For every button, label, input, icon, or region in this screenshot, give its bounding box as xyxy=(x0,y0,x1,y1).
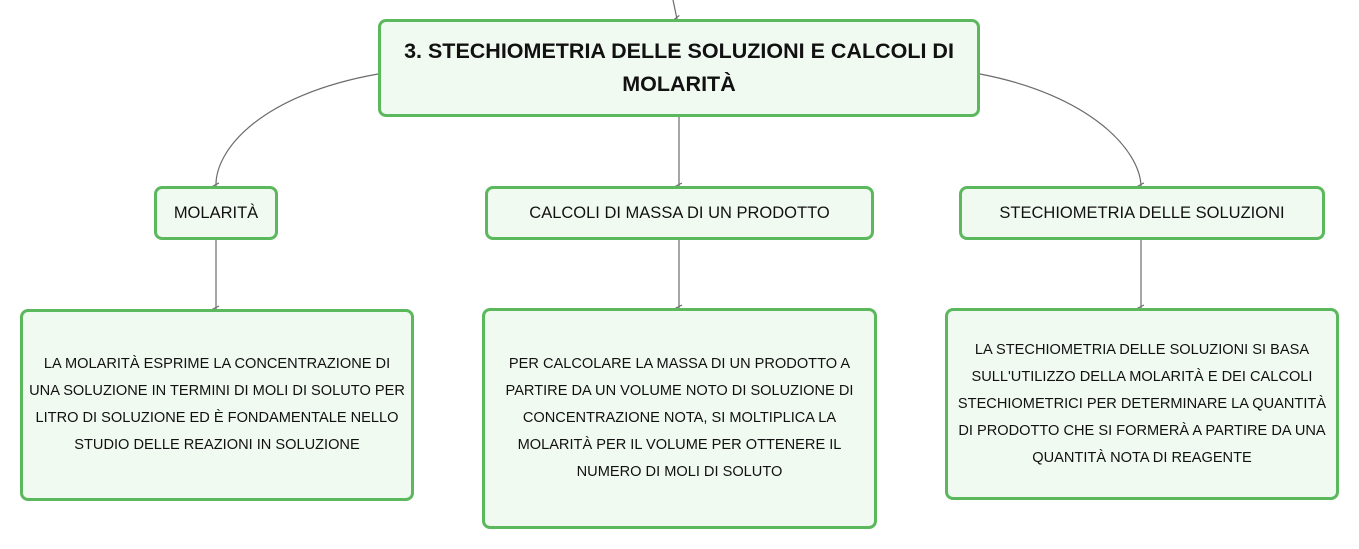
root-node-label: 3. STECHIOMETRIA DELLE SOLUZIONI E CALCOLI DI MOLARITÀ xyxy=(404,39,954,96)
detail-node-stechiometria-soluzioni[interactable] xyxy=(945,308,1339,500)
topic-node-stechiometria-soluzioni[interactable] xyxy=(959,186,1325,240)
connector-parent-to-root xyxy=(673,0,677,19)
topic-node-label: MOLARITÀ xyxy=(173,204,259,222)
detail-node-text: LA STECHIOMETRIA DELLE SOLUZIONI SI BASA SULL'UTILIZZO DELLA MOLARITÀ E DEI CALCOLI STECHIOMETRICI PER DETERMINARE LA QUANTITÀ DI PRODOTTO CHE SI FORMERÀ A PARTIRE DA UNA QUANTITÀ NOTA DI REAGENTE xyxy=(957,341,1327,466)
root-node[interactable] xyxy=(378,19,980,117)
topic-node-label: STECHIOMETRIA DELLE SOLUZIONI xyxy=(999,204,1285,222)
topic-node-label: CALCOLI DI MASSA DI UN PRODOTTO xyxy=(529,204,830,222)
topic-node-molarita[interactable] xyxy=(154,186,278,240)
detail-node-text: PER CALCOLARE LA MASSA DI UN PRODOTTO A PARTIRE DA UN VOLUME NOTO DI SOLUZIONE DI CONCENTRAZIONE NOTA, SI MOLTIPLICA LA MOLARITÀ PER IL VOLUME PER OTTENERE IL NUMERO DI MOLI DI SOLUTO xyxy=(505,356,854,480)
detail-node-text: LA MOLARITÀ ESPRIME LA CONCENTRAZIONE DI UNA SOLUZIONE IN TERMINI DI MOLI DI SOLUTO PER LITRO DI SOLUZIONE ED È FONDAMENTALE NELLO STUDIO DELLE REAZIONI IN SOLUZIONE xyxy=(29,356,405,453)
connector-root-to-molarita xyxy=(216,74,378,186)
connector-root-to-stechiometria xyxy=(980,74,1141,186)
detail-node-calcoli-massa[interactable] xyxy=(482,308,877,529)
topic-node-calcoli-massa[interactable] xyxy=(485,186,874,240)
detail-node-molarita[interactable] xyxy=(20,309,414,501)
